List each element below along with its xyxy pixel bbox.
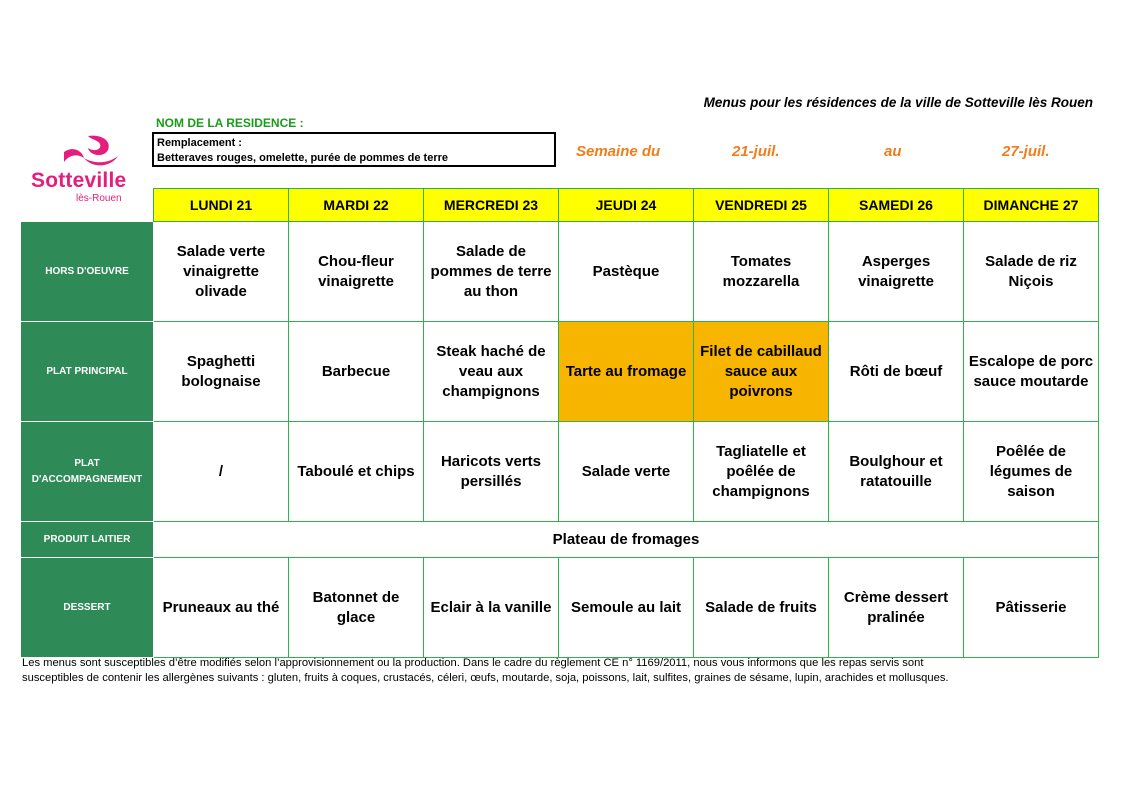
day-header: SAMEDI 26 [829, 189, 964, 222]
disclaimer-line: Les menus sont susceptibles d’être modifiés selon l’approvisionnement ou la production. Dans le cadre du règlement CE n° 1169/2011, nous vous informons que les repas servis sont [22, 657, 924, 669]
week-start-date: 21-juil. [732, 143, 780, 160]
menu-cell: Semoule au lait [559, 558, 694, 658]
menu-cell: Asperges vinaigrette [829, 222, 964, 322]
menu-cell-highlighted: Tarte au fromage [559, 322, 694, 422]
row-label-dessert: DESSERT [21, 558, 154, 658]
menu-cell: Pruneaux au thé [154, 558, 289, 658]
replacement-box [152, 132, 556, 167]
day-header: MERCREDI 23 [424, 189, 559, 222]
day-header: VENDREDI 25 [694, 189, 829, 222]
menu-cell: Spaghetti bolognaise [154, 322, 289, 422]
menu-cell: Escalope de porc sauce moutarde [964, 322, 1099, 422]
menu-cell: Salade de riz Niçois [964, 222, 1099, 322]
menu-cell: Eclair à la vanille [424, 558, 559, 658]
menu-cell: Poêlée de légumes de saison [964, 422, 1099, 522]
menu-cell: Salade verte [559, 422, 694, 522]
menu-cell: Rôti de bœuf [829, 322, 964, 422]
menu-cell: Chou-fleur vinaigrette [289, 222, 424, 322]
day-header: LUNDI 21 [154, 189, 289, 222]
menu-cell: Pastèque [559, 222, 694, 322]
row-label-hors-doeuvre: HORS D'OEUVRE [21, 222, 154, 322]
menu-cell: Salade verte vinaigrette olivade [154, 222, 289, 322]
table-row [21, 558, 1099, 658]
replacement-label: Remplacement : [157, 137, 242, 149]
row-label-line: D'ACCOMPAGNEMENT [31, 473, 143, 485]
cheese-plate-cell: Plateau de fromages [154, 522, 1099, 558]
row-label-produit-laitier: PRODUIT LAITIER [21, 522, 154, 558]
table-row [21, 522, 1099, 558]
page-title: Menus pour les résidences de la ville de Sotteville lès Rouen [703, 95, 1093, 110]
menu-cell: Boulghour et ratatouille [829, 422, 964, 522]
menu-cell: Steak haché de veau aux champignons [424, 322, 559, 422]
table-row [21, 422, 1099, 522]
logo-subtitle: lès-Rouen [76, 193, 122, 204]
row-label-plat-principal: PLAT PRINCIPAL [21, 322, 154, 422]
menu-table [20, 188, 1099, 658]
week-label: Semaine du [576, 143, 661, 160]
menu-cell: Salade de pommes de terre au thon [424, 222, 559, 322]
menu-cell: Haricots verts persillés [424, 422, 559, 522]
logo-wordmark: Sotteville [31, 169, 127, 192]
day-header: DIMANCHE 27 [964, 189, 1099, 222]
day-header: JEUDI 24 [559, 189, 694, 222]
allergen-disclaimer [22, 656, 1102, 686]
table-row [21, 322, 1099, 422]
menu-cell-highlighted: Filet de cabillaud sauce aux poivrons [694, 322, 829, 422]
menu-cell: Batonnet de glace [289, 558, 424, 658]
menu-cell: Tomates mozzarella [694, 222, 829, 322]
disclaimer-line: susceptibles de contenir les allergènes suivants : gluten, fruits à coques, crustacés, céleri, œufs, moutarde, soja, poissons, lait, sulfites, graines de sésame, lupin, arachides et mollusques. [22, 672, 949, 684]
menu-cell: Pâtisserie [964, 558, 1099, 658]
days-header-row [21, 189, 1099, 222]
menu-cell: / [154, 422, 289, 522]
menu-cell: Barbecue [289, 322, 424, 422]
day-header: MARDI 22 [289, 189, 424, 222]
replacement-value: Betteraves rouges, omelette, purée de pommes de terre [157, 152, 448, 164]
menu-cell: Salade de fruits [694, 558, 829, 658]
row-label-line: PLAT [74, 457, 100, 469]
table-row [21, 222, 1099, 322]
table-corner [21, 189, 154, 222]
week-separator: au [884, 143, 902, 160]
sotteville-swoosh-icon [28, 134, 154, 174]
menu-cell: Tagliatelle et poêlée de champignons [694, 422, 829, 522]
week-end-date: 27-juil. [1002, 143, 1050, 160]
menu-cell: Crème dessert pralinée [829, 558, 964, 658]
residence-name-label: NOM DE LA RESIDENCE : [156, 116, 304, 130]
row-label-accompagnement [21, 422, 154, 522]
menu-cell: Taboulé et chips [289, 422, 424, 522]
